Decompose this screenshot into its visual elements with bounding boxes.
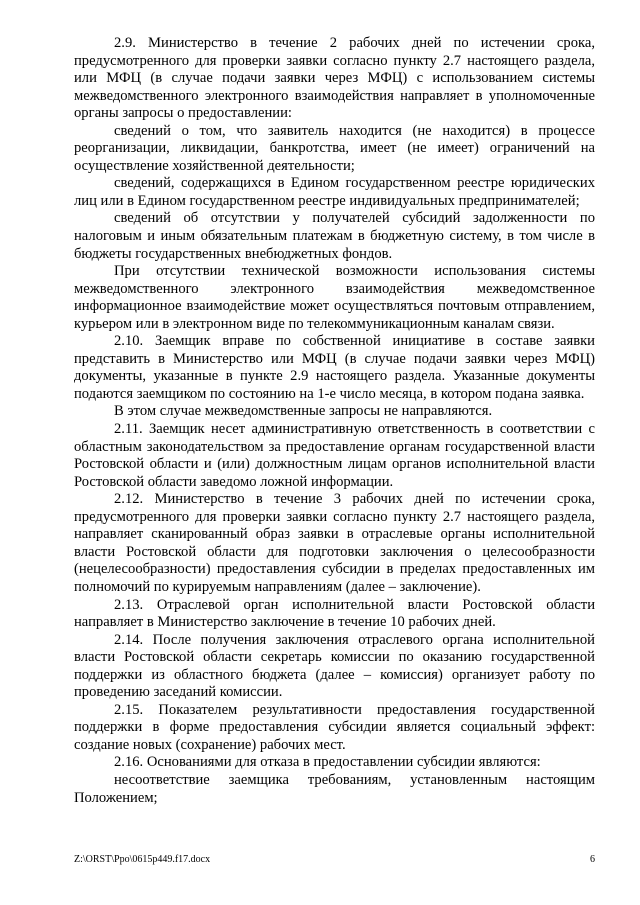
paragraph-reorganization-info: сведений о том, что заявитель находится (не находится) в процессе реорганизации, ликвидации, банкротства, имеет (не имеет) ограничений на осуществление хозяйственной деятельности; — [74, 122, 595, 174]
paragraph-refusal-reason: несоответствие заемщика требованиям, установленным настоящим Положением; — [74, 771, 595, 806]
paragraph-2-10: 2.10. Заемщик вправе по собственной инициативе в составе заявки представить в Министерство или МФЦ (в случае подачи заявки через МФЦ) документы, указанные в пункте 2.9 настоящего раздела. Указанные документы подаются заемщиком по состоянию на 1-е число месяца, в котором подана заявка. — [74, 333, 595, 402]
document-body — [74, 35, 595, 807]
file-path: Z:\ORST\Ppo\0615p449.f17.docx — [74, 854, 211, 865]
paragraph-2-12: 2.12. Министерство в течение 3 рабочих дней по истечении срока, предусмотренного для проверки заявки согласно пункту 2.7 настоящего раздела, направляет сканированный образ заявки в отраслевые органы исполнительной власти Ростовской области для подготовки заключения о целесообразности (нецелесообразности) предоставления субсидии в пределах предоставленных им полномочий по курируемым направлениям (далее – заключение). — [74, 491, 595, 595]
paragraph-2-15: 2.15. Показателем результативности предоставления государственной поддержки в форме предоставления субсидии является социальный эффект: создание новых (сохранение) рабочих мест. — [74, 701, 595, 753]
paragraph-no-requests: В этом случае межведомственные запросы не направляются. — [114, 403, 493, 420]
paragraph-registry-info: сведений, содержащихся в Едином государственном реестре юридических лиц или в Едином государственном реестре индивидуальных предпринимателей; — [74, 175, 595, 209]
paragraph-2-14: 2.14. После получения заключения отраслевого органа исполнительной власти Ростовской области секретарь комиссии по оказанию государственной поддержки из областного бюджета (далее – комиссия) организует работу по проведению заседаний комиссии. — [74, 631, 595, 701]
paragraph-2-16: 2.16. Основаниями для отказа в предоставлении субсидии являются: — [114, 754, 541, 771]
paragraph-2-13: 2.13. Отраслевой орган исполнительной власти Ростовской области направляет в Министерство заключение в течение 10 рабочих дней. — [74, 596, 595, 631]
page-number: 6 — [590, 854, 595, 865]
paragraph-tax-debt-info: сведений об отсутствии у получателей субсидий задолженности по налоговым и иным обязательным платежам в бюджетную систему, в том числе в бюджеты государственных внебюджетных фондов. — [74, 210, 595, 262]
paragraph-no-technical-possibility: При отсутствии технической возможности использования системы межведомственного электронного взаимодействия межведомственное информационное взаимодействие может осуществляться почтовым отправлением, курьером или в электронном виде по телекоммуникационным каналам связи. — [74, 263, 595, 332]
paragraph-2-11: 2.11. Заемщик несет административную ответственность в соответствии с областным законодательством за предоставление органам государственной власти Ростовской области и (или) должностным лицам органов исполнительной власти Ростовской области заведомо ложной информации. — [74, 421, 595, 490]
paragraph-2-9: 2.9. Министерство в течение 2 рабочих дней по истечении срока, предусмотренного для проверки заявки согласно пункту 2.7 настоящего раздела, или МФЦ (в случае подачи заявки через МФЦ) с использованием системы межведомственного электронного взаимодействия направляет в уполномоченные органы запросы о предоставлении: — [74, 35, 595, 122]
